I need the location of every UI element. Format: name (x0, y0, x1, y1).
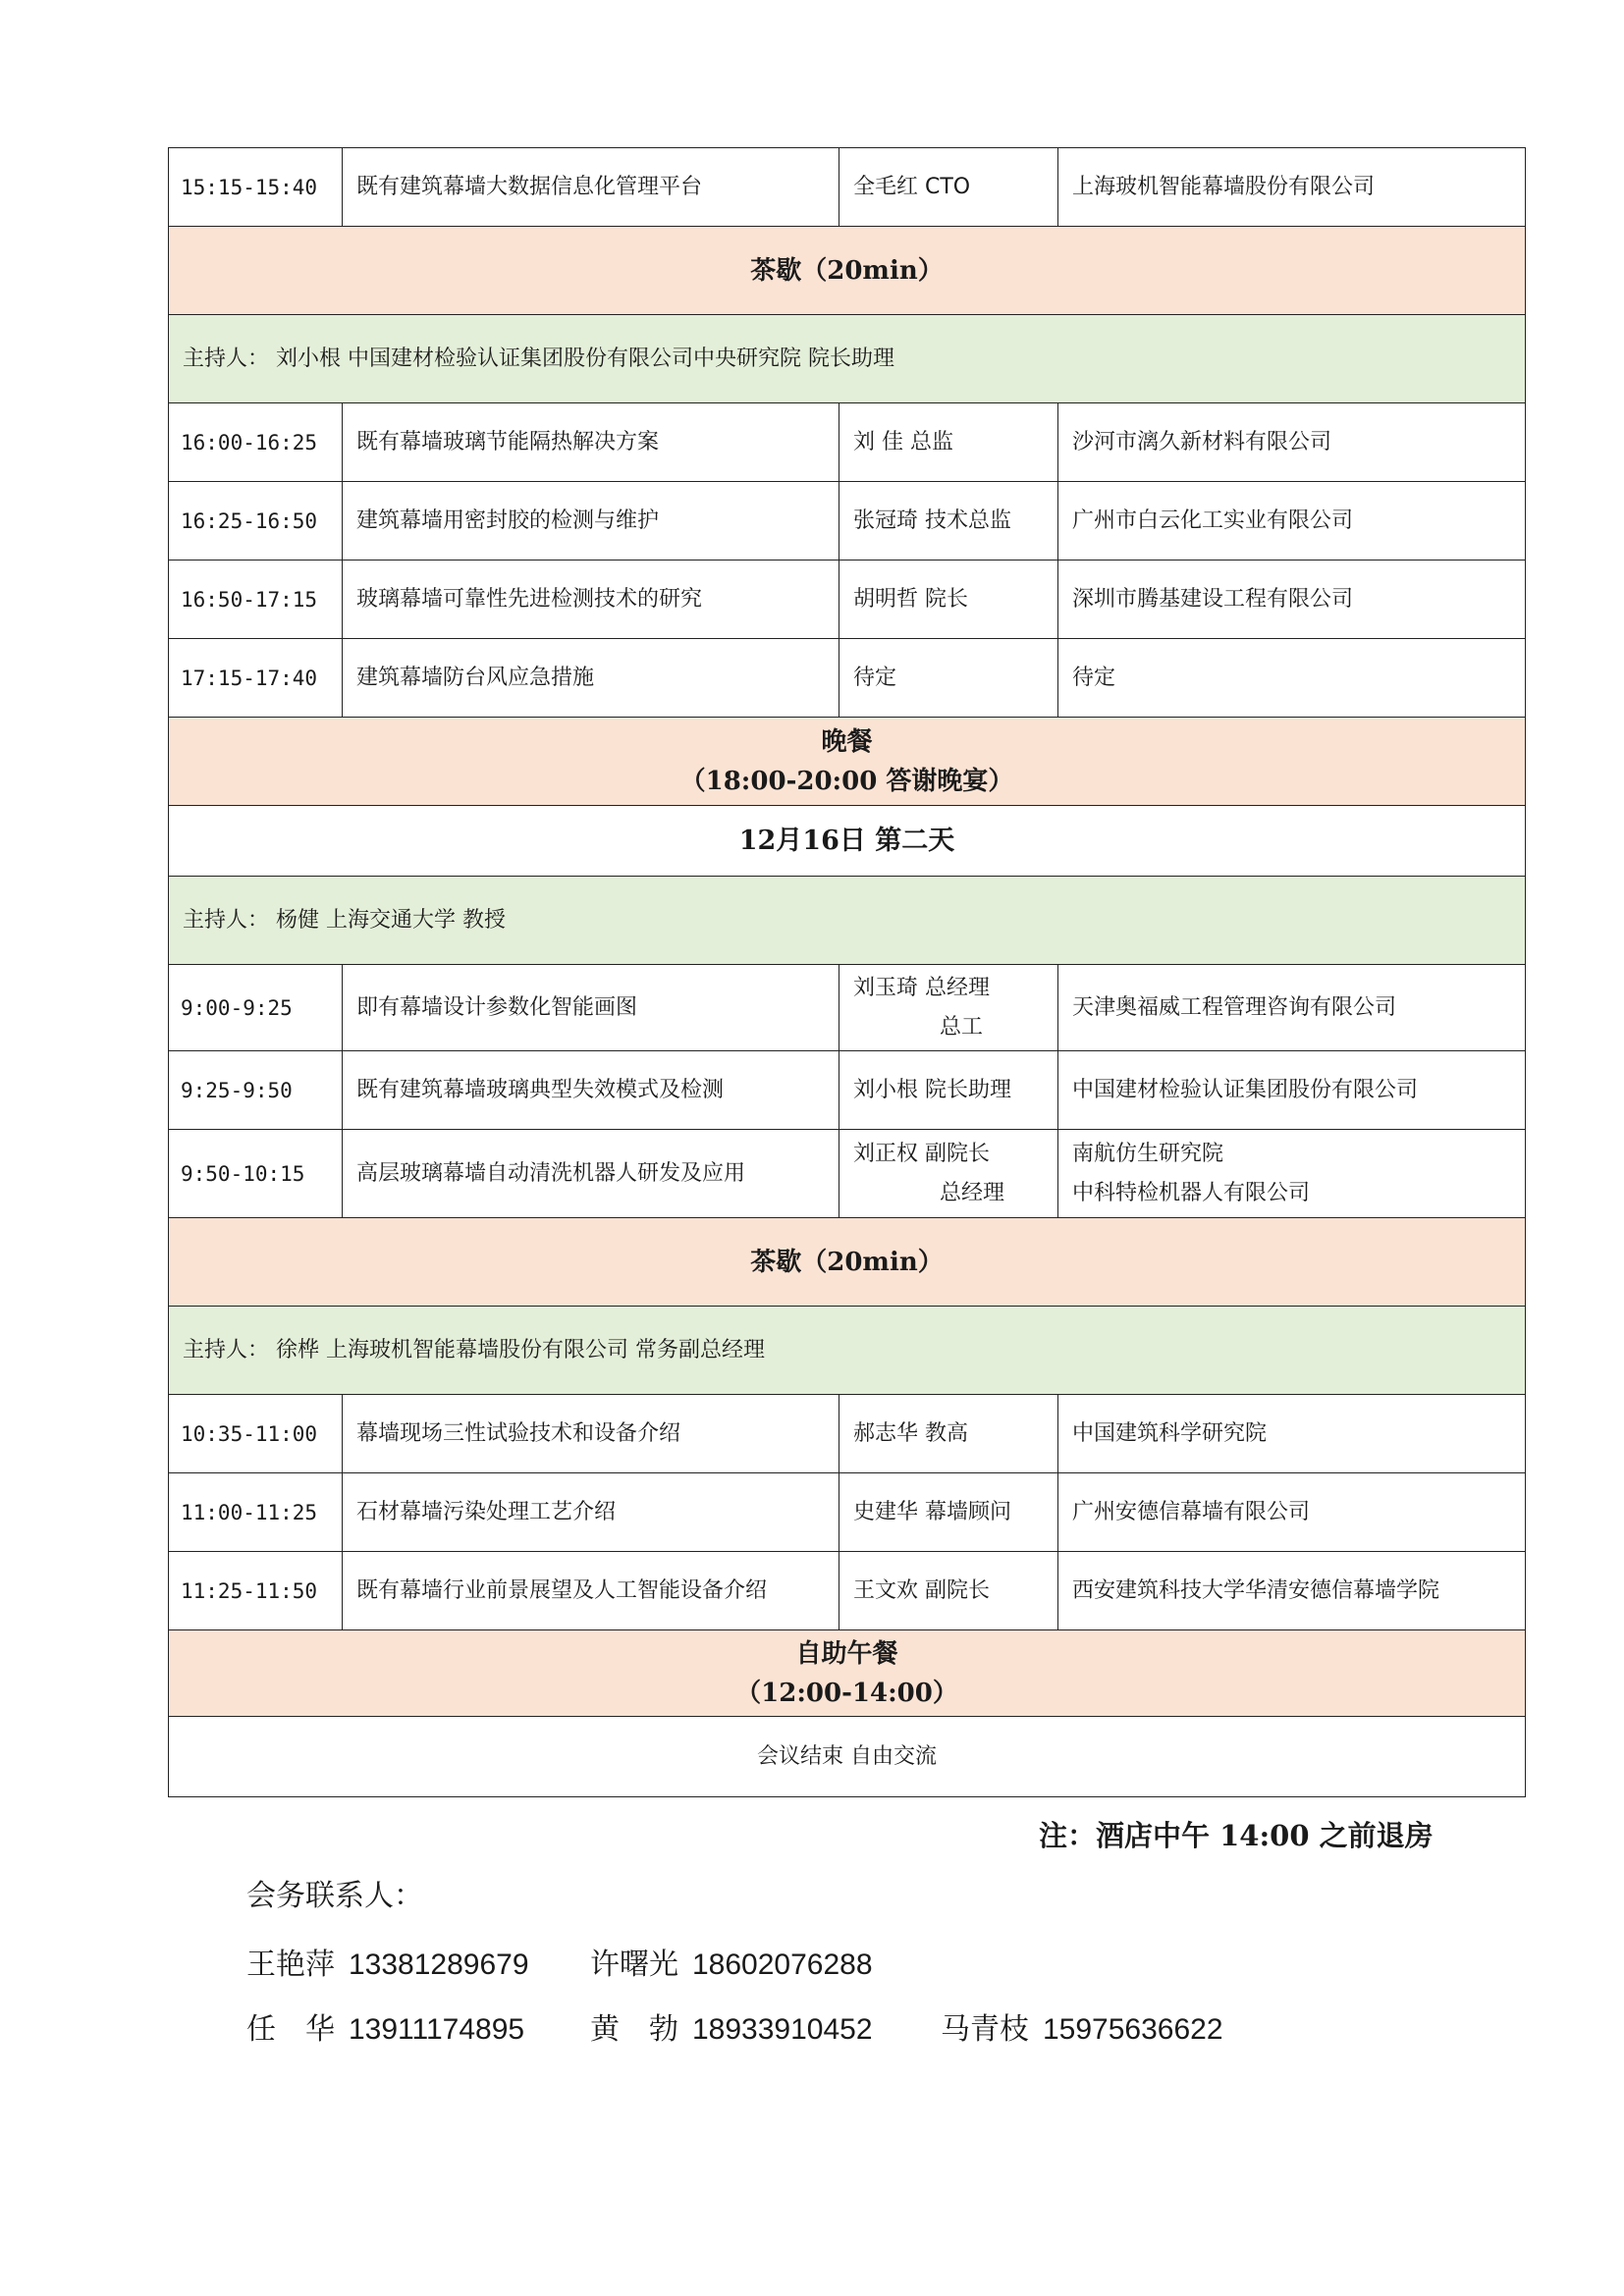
session-organization (1058, 1473, 1526, 1552)
contact-person (941, 2004, 1223, 2048)
speaker-line: 张冠琦 技术总监 (853, 507, 1011, 533)
session-speaker (839, 561, 1058, 639)
speaker-line: 刘玉琦 总经理 (853, 975, 990, 1000)
contact-name: 马青枝 (941, 2012, 1029, 2047)
organization-line: 中国建筑科学研究院 (1072, 1420, 1268, 1446)
session-topic: 石材幕墙污染处理工艺介绍 (343, 1473, 839, 1552)
contact-name: 许曙光 (590, 1948, 678, 1982)
organization-line: 沙河市漓久新材料有限公司 (1072, 429, 1332, 454)
organization-line: 天津奥福威工程管理咨询有限公司 (1072, 994, 1397, 1020)
session-time: 16:00-16:25 (169, 403, 343, 482)
session-row (169, 482, 1526, 561)
speaker-line: 王文欢 副院长 (853, 1577, 990, 1603)
session-row (169, 1051, 1526, 1130)
break-label-line: （18:00-20:00 答谢晚宴） (679, 766, 1014, 796)
break-row (169, 1630, 1526, 1717)
speaker-line: 刘正权 副院长 (853, 1141, 990, 1166)
session-topic: 玻璃幕墙可靠性先进检测技术的研究 (343, 561, 839, 639)
session-time: 9:50-10:15 (169, 1130, 343, 1218)
session-organization (1058, 482, 1526, 561)
session-speaker (839, 403, 1058, 482)
session-topic: 既有建筑幕墙玻璃典型失效模式及检测 (343, 1051, 839, 1130)
session-time: 9:25-9:50 (169, 1051, 343, 1130)
session-organization (1058, 403, 1526, 482)
speaker-line: 刘小根 院长助理 (853, 1077, 1011, 1102)
break-label (169, 1630, 1526, 1717)
host-label: 主持人： 徐桦 上海玻机智能幕墙股份有限公司 常务副总经理 (169, 1307, 1526, 1395)
host-label: 主持人： 刘小根 中国建材检验认证集团股份有限公司中央研究院 院长助理 (169, 315, 1526, 403)
speaker-line: 待定 (853, 665, 897, 690)
contact-name: 任 华 (246, 2012, 335, 2047)
speaker-line: 郝志华 教高 (853, 1420, 968, 1446)
organization-line: 中国建材检验认证集团股份有限公司 (1072, 1077, 1419, 1102)
organization-line: 待定 (1072, 665, 1116, 690)
contact-person (246, 1940, 590, 1983)
session-topic: 既有幕墙行业前景展望及人工智能设备介绍 (343, 1552, 839, 1630)
day-header: 12月16日 第二天 (169, 806, 1526, 877)
session-row (169, 1473, 1526, 1552)
session-speaker (839, 1473, 1058, 1552)
session-speaker (839, 639, 1058, 718)
organization-line: 西安建筑科技大学华清安德信幕墙学院 (1072, 1577, 1440, 1603)
contacts-row-2 (246, 2004, 1223, 2048)
session-time: 11:25-11:50 (169, 1552, 343, 1630)
organization-line: 广州市白云化工实业有限公司 (1072, 507, 1354, 533)
session-speaker (839, 1051, 1058, 1130)
session-organization (1058, 1130, 1526, 1218)
session-organization (1058, 639, 1526, 718)
organization-line: 深圳市腾基建设工程有限公司 (1072, 586, 1354, 612)
session-organization (1058, 561, 1526, 639)
day-header-row (169, 806, 1526, 877)
session-row (169, 965, 1526, 1051)
session-time: 9:00-9:25 (169, 965, 343, 1051)
organization-line: 中科特检机器人有限公司 (1072, 1180, 1311, 1205)
closing-row (169, 1717, 1526, 1797)
session-organization (1058, 1395, 1526, 1473)
session-speaker (839, 482, 1058, 561)
contact-person (590, 1940, 873, 1983)
host-row (169, 877, 1526, 965)
session-time: 10:35-11:00 (169, 1395, 343, 1473)
host-row (169, 1307, 1526, 1395)
contact-name: 王艳萍 (246, 1948, 335, 1982)
contacts-title: 会务联系人： (246, 1879, 423, 1913)
session-time: 16:50-17:15 (169, 561, 343, 639)
speaker-line: 胡明哲 院长 (853, 586, 968, 612)
session-speaker (839, 965, 1058, 1051)
session-time: 11:00-11:25 (169, 1473, 343, 1552)
break-row (169, 227, 1526, 315)
session-topic: 即有幕墙设计参数化智能画图 (343, 965, 839, 1051)
break-label-line: 自助午餐 (795, 1638, 898, 1669)
contact-phone: 13381289679 (349, 1949, 529, 1981)
session-speaker (839, 1395, 1058, 1473)
host-label: 主持人： 杨健 上海交通大学 教授 (169, 877, 1526, 965)
organization-line: 南航仿生研究院 (1072, 1141, 1224, 1166)
speaker-line: 总工 (940, 1014, 984, 1040)
session-time: 15:15-15:40 (169, 148, 343, 227)
break-label (169, 1218, 1526, 1307)
session-row (169, 1552, 1526, 1630)
session-time: 17:15-17:40 (169, 639, 343, 718)
session-speaker (839, 148, 1058, 227)
contact-person (590, 2004, 941, 2048)
session-speaker (839, 1130, 1058, 1218)
session-topic: 建筑幕墙用密封胶的检测与维护 (343, 482, 839, 561)
closing-label: 会议结束 自由交流 (169, 1717, 1526, 1797)
session-topic: 建筑幕墙防台风应急措施 (343, 639, 839, 718)
session-topic: 高层玻璃幕墙自动清洗机器人研发及应用 (343, 1130, 839, 1218)
session-row (169, 561, 1526, 639)
contact-phone: 18933910452 (692, 2013, 873, 2046)
organization-line: 上海玻机智能幕墙股份有限公司 (1072, 174, 1376, 199)
speaker-line: 刘 佳 总监 (853, 429, 953, 454)
checkout-note: 注：酒店中午 14:00 之前退房 (1039, 1819, 1434, 1852)
session-topic: 既有建筑幕墙大数据信息化管理平台 (343, 148, 839, 227)
session-speaker (839, 1552, 1058, 1630)
session-organization (1058, 148, 1526, 227)
speaker-line: 总经理 (940, 1180, 1005, 1205)
session-row (169, 403, 1526, 482)
contact-phone: 15975636622 (1043, 2013, 1223, 2046)
break-row (169, 718, 1526, 806)
session-organization (1058, 1552, 1526, 1630)
break-label (169, 718, 1526, 806)
session-row (169, 1130, 1526, 1218)
host-row (169, 315, 1526, 403)
speaker-line: 史建华 幕墙顾问 (853, 1499, 1011, 1524)
session-row (169, 148, 1526, 227)
schedule-body (169, 148, 1526, 1797)
contact-name: 黄 勃 (590, 2012, 678, 2047)
break-label-line: 晚餐 (821, 726, 873, 757)
session-topic: 幕墙现场三性试验技术和设备介绍 (343, 1395, 839, 1473)
break-label-line: 茶歇（20min） (750, 1247, 944, 1277)
session-row (169, 639, 1526, 718)
break-row (169, 1218, 1526, 1307)
session-organization (1058, 1051, 1526, 1130)
break-label-line: （12:00-14:00） (735, 1678, 958, 1708)
contact-phone: 13911174895 (349, 2013, 525, 2046)
contacts-row-1 (246, 1940, 873, 1983)
schedule-table (168, 147, 1526, 1797)
session-organization (1058, 965, 1526, 1051)
break-label (169, 227, 1526, 315)
break-label-line: 茶歇（20min） (750, 255, 944, 286)
session-time: 16:25-16:50 (169, 482, 343, 561)
contact-phone: 18602076288 (692, 1949, 873, 1981)
session-row (169, 1395, 1526, 1473)
speaker-line: 全毛红 CTO (853, 174, 971, 199)
contact-person (246, 2004, 590, 2048)
session-topic: 既有幕墙玻璃节能隔热解决方案 (343, 403, 839, 482)
organization-line: 广州安德信幕墙有限公司 (1072, 1499, 1311, 1524)
